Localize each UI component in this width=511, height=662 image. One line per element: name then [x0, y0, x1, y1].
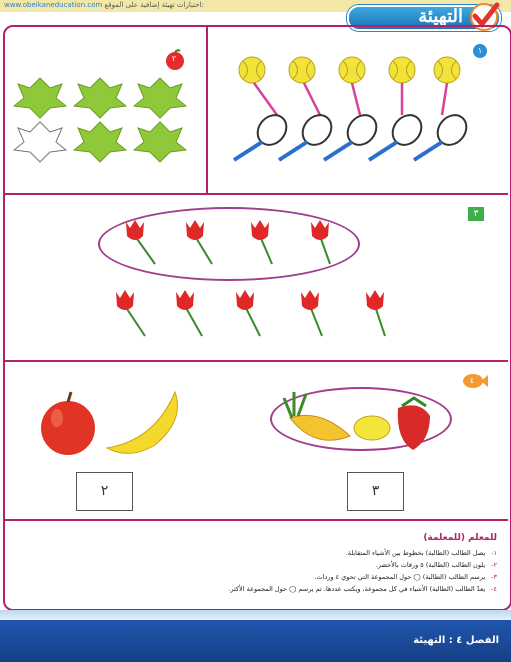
leaf-1-icon: [14, 78, 66, 118]
leaf-5-icon: [74, 122, 126, 162]
teacher-note-1: ١-يصل الطالب (الطالبة) بخطوط بين الأشياء المتقابلة.: [345, 549, 497, 557]
answer-box-left[interactable]: ٢: [76, 472, 133, 511]
racket-4-icon: [369, 109, 427, 160]
divider-3: [4, 519, 508, 521]
rose-4-icon: [311, 220, 329, 240]
question-4-badge: ٤: [469, 376, 475, 385]
teacher-note-2: ٢-يلون الطالب (الطالبة) ٥ ورقات بالأخضر.: [375, 561, 497, 569]
divider-1: [4, 193, 508, 195]
rose-7-icon: [236, 290, 254, 310]
lemon-icon: [354, 416, 390, 440]
teacher-note-3: ٣-يرسم الطالب (الطالبة) ◯ حول المجموعة التي تحوي ٤ وردات.: [314, 573, 497, 581]
fruit-group-right: [280, 378, 440, 453]
rose-8-icon: [301, 290, 319, 310]
tennis-ball-3-icon: [339, 57, 365, 83]
teacher-notes: [17, 533, 497, 595]
leaf-2-icon: [74, 78, 126, 118]
fruit-group-left: [35, 390, 195, 460]
question-3-badge: ٣: [468, 207, 484, 221]
tennis-ball-5-icon: [434, 57, 460, 83]
strawberry-icon: [398, 398, 430, 450]
tennis-ball-4-icon: [389, 57, 415, 83]
rose-2-icon: [186, 220, 204, 240]
rose-6-icon: [176, 290, 194, 310]
section-1-matching: [222, 50, 477, 170]
footer-strip: [0, 610, 511, 620]
rose-3-icon: [251, 220, 269, 240]
racket-2-icon: [279, 109, 337, 160]
racket-5-icon: [414, 109, 472, 160]
racket-1-icon: [234, 109, 292, 160]
chapter-label: الفصل ٤ : التهيئة: [413, 635, 499, 646]
apple-icon: [41, 392, 95, 455]
leaf-uncolored-icon: [14, 122, 66, 162]
leaf-3-icon: [134, 78, 186, 118]
divider-2: [4, 360, 508, 362]
rose-5-icon: [116, 290, 134, 310]
tennis-ball-1-icon: [239, 57, 265, 83]
website-prompt: اختبارات تهيئة إضافية على الموقع:: [104, 1, 204, 9]
website-url[interactable]: www.obeikaneducation.com: [4, 1, 103, 9]
section-3-roses: [100, 214, 400, 354]
tennis-ball-2-icon: [289, 57, 315, 83]
rose-1-icon: [126, 220, 144, 240]
teacher-notes-title: للمعلم (للمعلمة): [423, 533, 497, 543]
teacher-note-4: ٤-يعدّ الطالب (الطالبة) الأشياء في كل مجموعة، ويكتب عددها، ثم يرسم ◯ حول المجموعة الأكثر.: [228, 585, 497, 593]
website-line: [4, 0, 204, 10]
divider-vertical: [206, 27, 208, 193]
banana-icon: [107, 392, 178, 453]
question-1-badge: ١: [473, 44, 487, 58]
section-2-leaves: [10, 70, 190, 170]
question-2-badge: ٢: [171, 54, 177, 63]
page-title: التهيئة: [418, 6, 463, 27]
answer-box-right[interactable]: ٣: [347, 472, 404, 511]
leaf-6-icon: [134, 122, 186, 162]
racket-3-icon: [324, 109, 382, 160]
rose-9-icon: [366, 290, 384, 310]
pineapple-icon: [284, 392, 350, 440]
